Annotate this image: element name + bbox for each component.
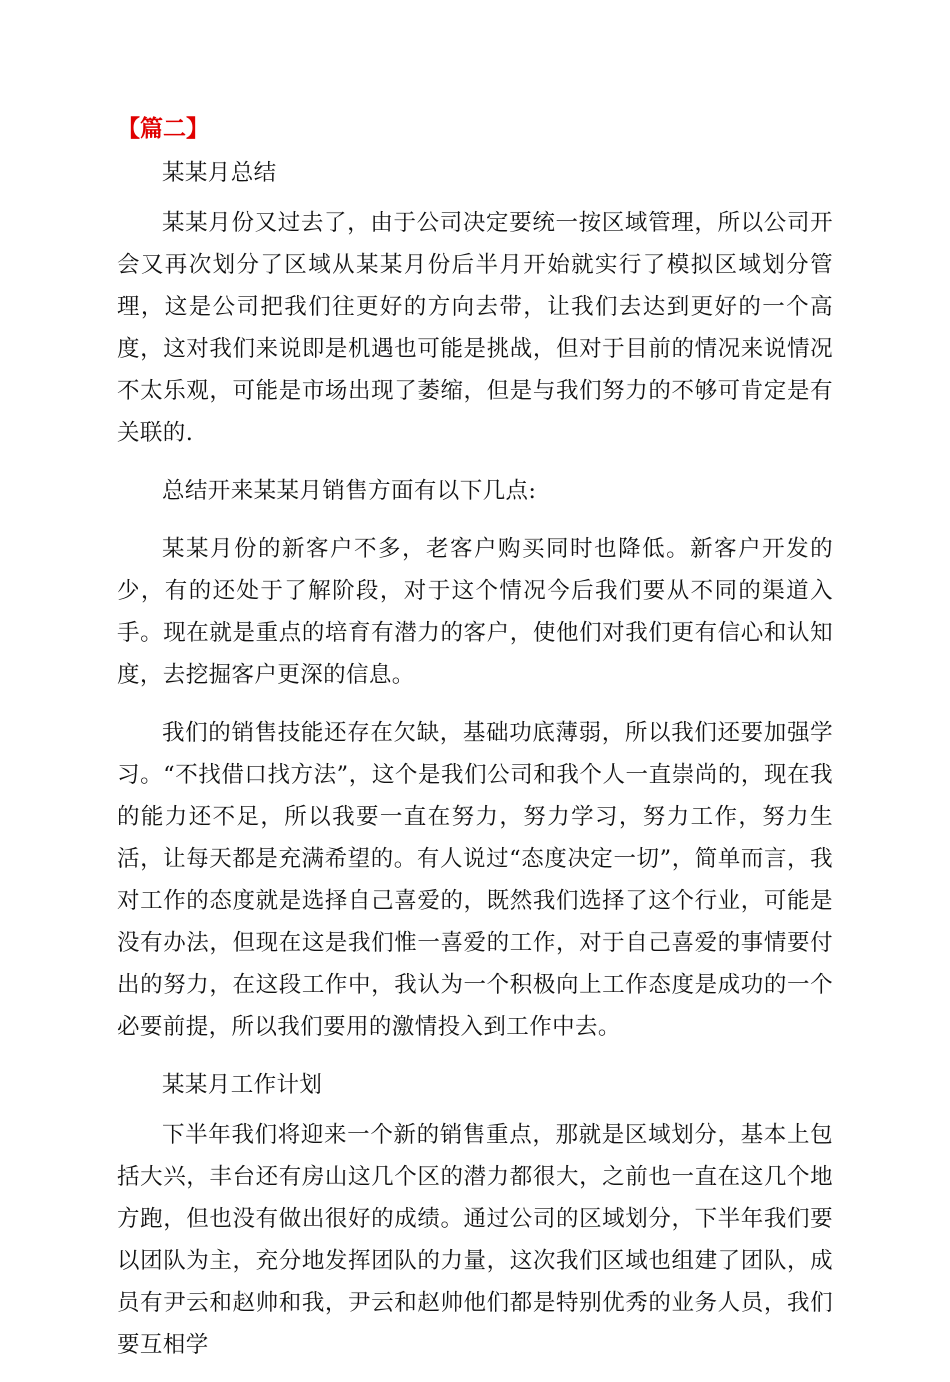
- paragraph-sales-points-lead: 总结开来某某月销售方面有以下几点:: [162, 478, 537, 504]
- subheading-work-plan: 某某月工作计划: [162, 1072, 323, 1098]
- subheading-monthly-summary: 某某月总结: [162, 160, 277, 186]
- paragraph-new-customers: 某某月份的新客户不多，老客户购买同时也降低。新客户开发的少，有的还处于了解阶段，对于这个情况今后我们要从不同的渠道入手。现在就是重点的培育有潜力的客户，使他们对我们更有信心和认知度，去挖掘客户更深的信息。: [117, 536, 833, 688]
- section-label: 【篇二】: [117, 116, 209, 142]
- paragraph-second-half-plan: 下半年我们将迎来一个新的销售重点，那就是区域划分，基本上包括大兴，丰台还有房山这几个区的潜力都很大，之前也一直在这几个地方跑，但也没有做出很好的成绩。通过公司的区域划分，下半年我们要以团队为主，充分地发挥团队的力量，这次我们区域也组建了团队，成员有尹云和赵帅和我，尹云和赵帅他们都是特别优秀的业务人员，我们要互相学: [117, 1122, 833, 1358]
- paragraph-summary-intro: 某某月份又过去了，由于公司决定要统一按区域管理，所以公司开会又再次划分了区域从某某月份后半月开始就实行了模拟区域划分管理，这是公司把我们往更好的方向去带，让我们去达到更好的一个高度，这对我们来说即是机遇也可能是挑战，但对于目前的情况来说情况不太乐观，可能是市场出现了萎缩，但是与我们努力的不够可肯定是有关联的.: [117, 210, 833, 446]
- paragraph-sales-skills: 我们的销售技能还存在欠缺，基础功底薄弱，所以我们还要加强学习。“不找借口找方法”，这个是我们公司和我个人一直崇尚的，现在我的能力还不足，所以我要一直在努力，努力学习，努力工作，努力生活，让每天都是充满希望的。有人说过“态度决定一切”，简单而言，我对工作的态度就是选择自己喜爱的，既然我们选择了这个行业，可能是没有办法，但现在这是我们惟一喜爱的工作，对于自己喜爱的事情要付出的努力，在这段工作中，我认为一个积极向上工作态度是成功的一个必要前提，所以我们要用的激情投入到工作中去。: [117, 720, 833, 1040]
- document-body: [117, 152, 833, 1382]
